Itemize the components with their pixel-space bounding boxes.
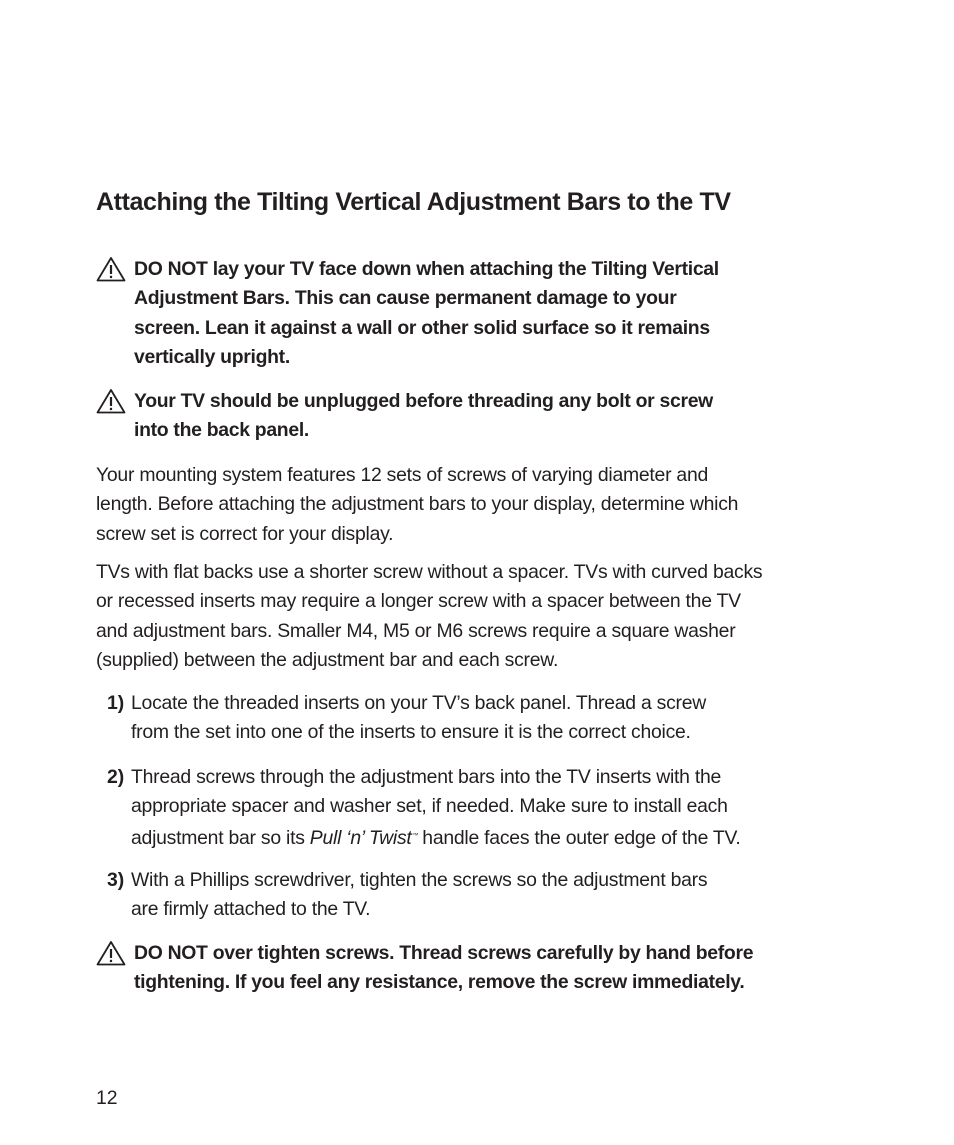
- text-line: and adjustment bars. Smaller M4, M5 or M6 screws require a square washer: [96, 619, 736, 642]
- text-line: Thread screws through the adjustment bars into the TV inserts with the: [131, 766, 722, 788]
- text-line: DO NOT lay your TV face down when attaching the Tilting Vertical: [134, 258, 719, 280]
- step-2: [107, 763, 877, 853]
- text-line: into the back panel.: [134, 419, 310, 442]
- product-name: Pull ‘n’ Twist: [309, 826, 412, 849]
- text-line: Your TV should be unplugged before threading any bolt or screw: [134, 390, 713, 412]
- warning-triangle-icon: [96, 256, 126, 282]
- warning-unplug-tv: [96, 387, 876, 446]
- warning-text: [134, 255, 876, 372]
- warning-triangle-icon: [96, 388, 126, 414]
- section-title: Attaching the Tilting Vertical Adjustment Bars to the TV: [96, 188, 731, 216]
- paragraph-screw-types: [96, 558, 876, 675]
- step-text: [131, 689, 877, 748]
- text-line: Locate the threaded inserts on your TV’s back panel. Thread a screw: [131, 692, 707, 714]
- text-line: appropriate spacer and washer set, if needed. Make sure to install each: [131, 795, 728, 818]
- text-line: are firmly attached to the TV.: [131, 898, 371, 921]
- warning-text: [134, 387, 876, 446]
- step-number: 3): [107, 869, 125, 891]
- text-line: Adjustment Bars. This can cause permanent damage to your: [134, 287, 677, 310]
- warning-text: [134, 939, 876, 998]
- text-line: [131, 822, 877, 853]
- text-line: Your mounting system features 12 sets of screws of varying diameter and: [96, 464, 709, 486]
- text-line: With a Phillips screwdriver, tighten the screws so the adjustment bars: [131, 869, 708, 891]
- text-line: tightening. If you feel any resistance, remove the screw immediately.: [134, 971, 745, 994]
- text-line: from the set into one of the inserts to ensure it is the correct choice.: [131, 721, 691, 744]
- text-line: or recessed inserts may require a longer screw with a spacer between the TV: [96, 590, 741, 613]
- warning-no-face-down: [96, 255, 876, 372]
- text-line: (supplied) between the adjustment bar and each screw.: [96, 648, 559, 671]
- step-number: 1): [107, 692, 125, 714]
- warning-triangle-icon: [96, 940, 126, 966]
- text-line: vertically upright.: [134, 345, 290, 368]
- text-segment: handle faces the outer edge of the TV.: [422, 826, 741, 849]
- step-3: [107, 866, 877, 925]
- step-number: 2): [107, 766, 125, 788]
- text-line: screw set is correct for your display.: [96, 522, 394, 545]
- trademark-symbol: ™: [412, 832, 419, 839]
- text-line: TVs with flat backs use a shorter screw without a spacer. TVs with curved backs: [96, 561, 763, 583]
- text-segment: adjustment bar so its: [131, 826, 310, 849]
- step-1: [107, 689, 877, 748]
- text-line: DO NOT over tighten screws. Thread screws carefully by hand before: [134, 942, 754, 964]
- page-number: 12: [96, 1087, 118, 1109]
- text-line: length. Before attaching the adjustment bars to your display, determine which: [96, 493, 739, 516]
- paragraph-screw-sets: [96, 461, 876, 549]
- step-text: [131, 763, 877, 853]
- warning-over-tighten: [96, 939, 876, 998]
- step-text: [131, 866, 877, 925]
- text-line: screen. Lean it against a wall or other solid surface so it remains: [134, 316, 710, 339]
